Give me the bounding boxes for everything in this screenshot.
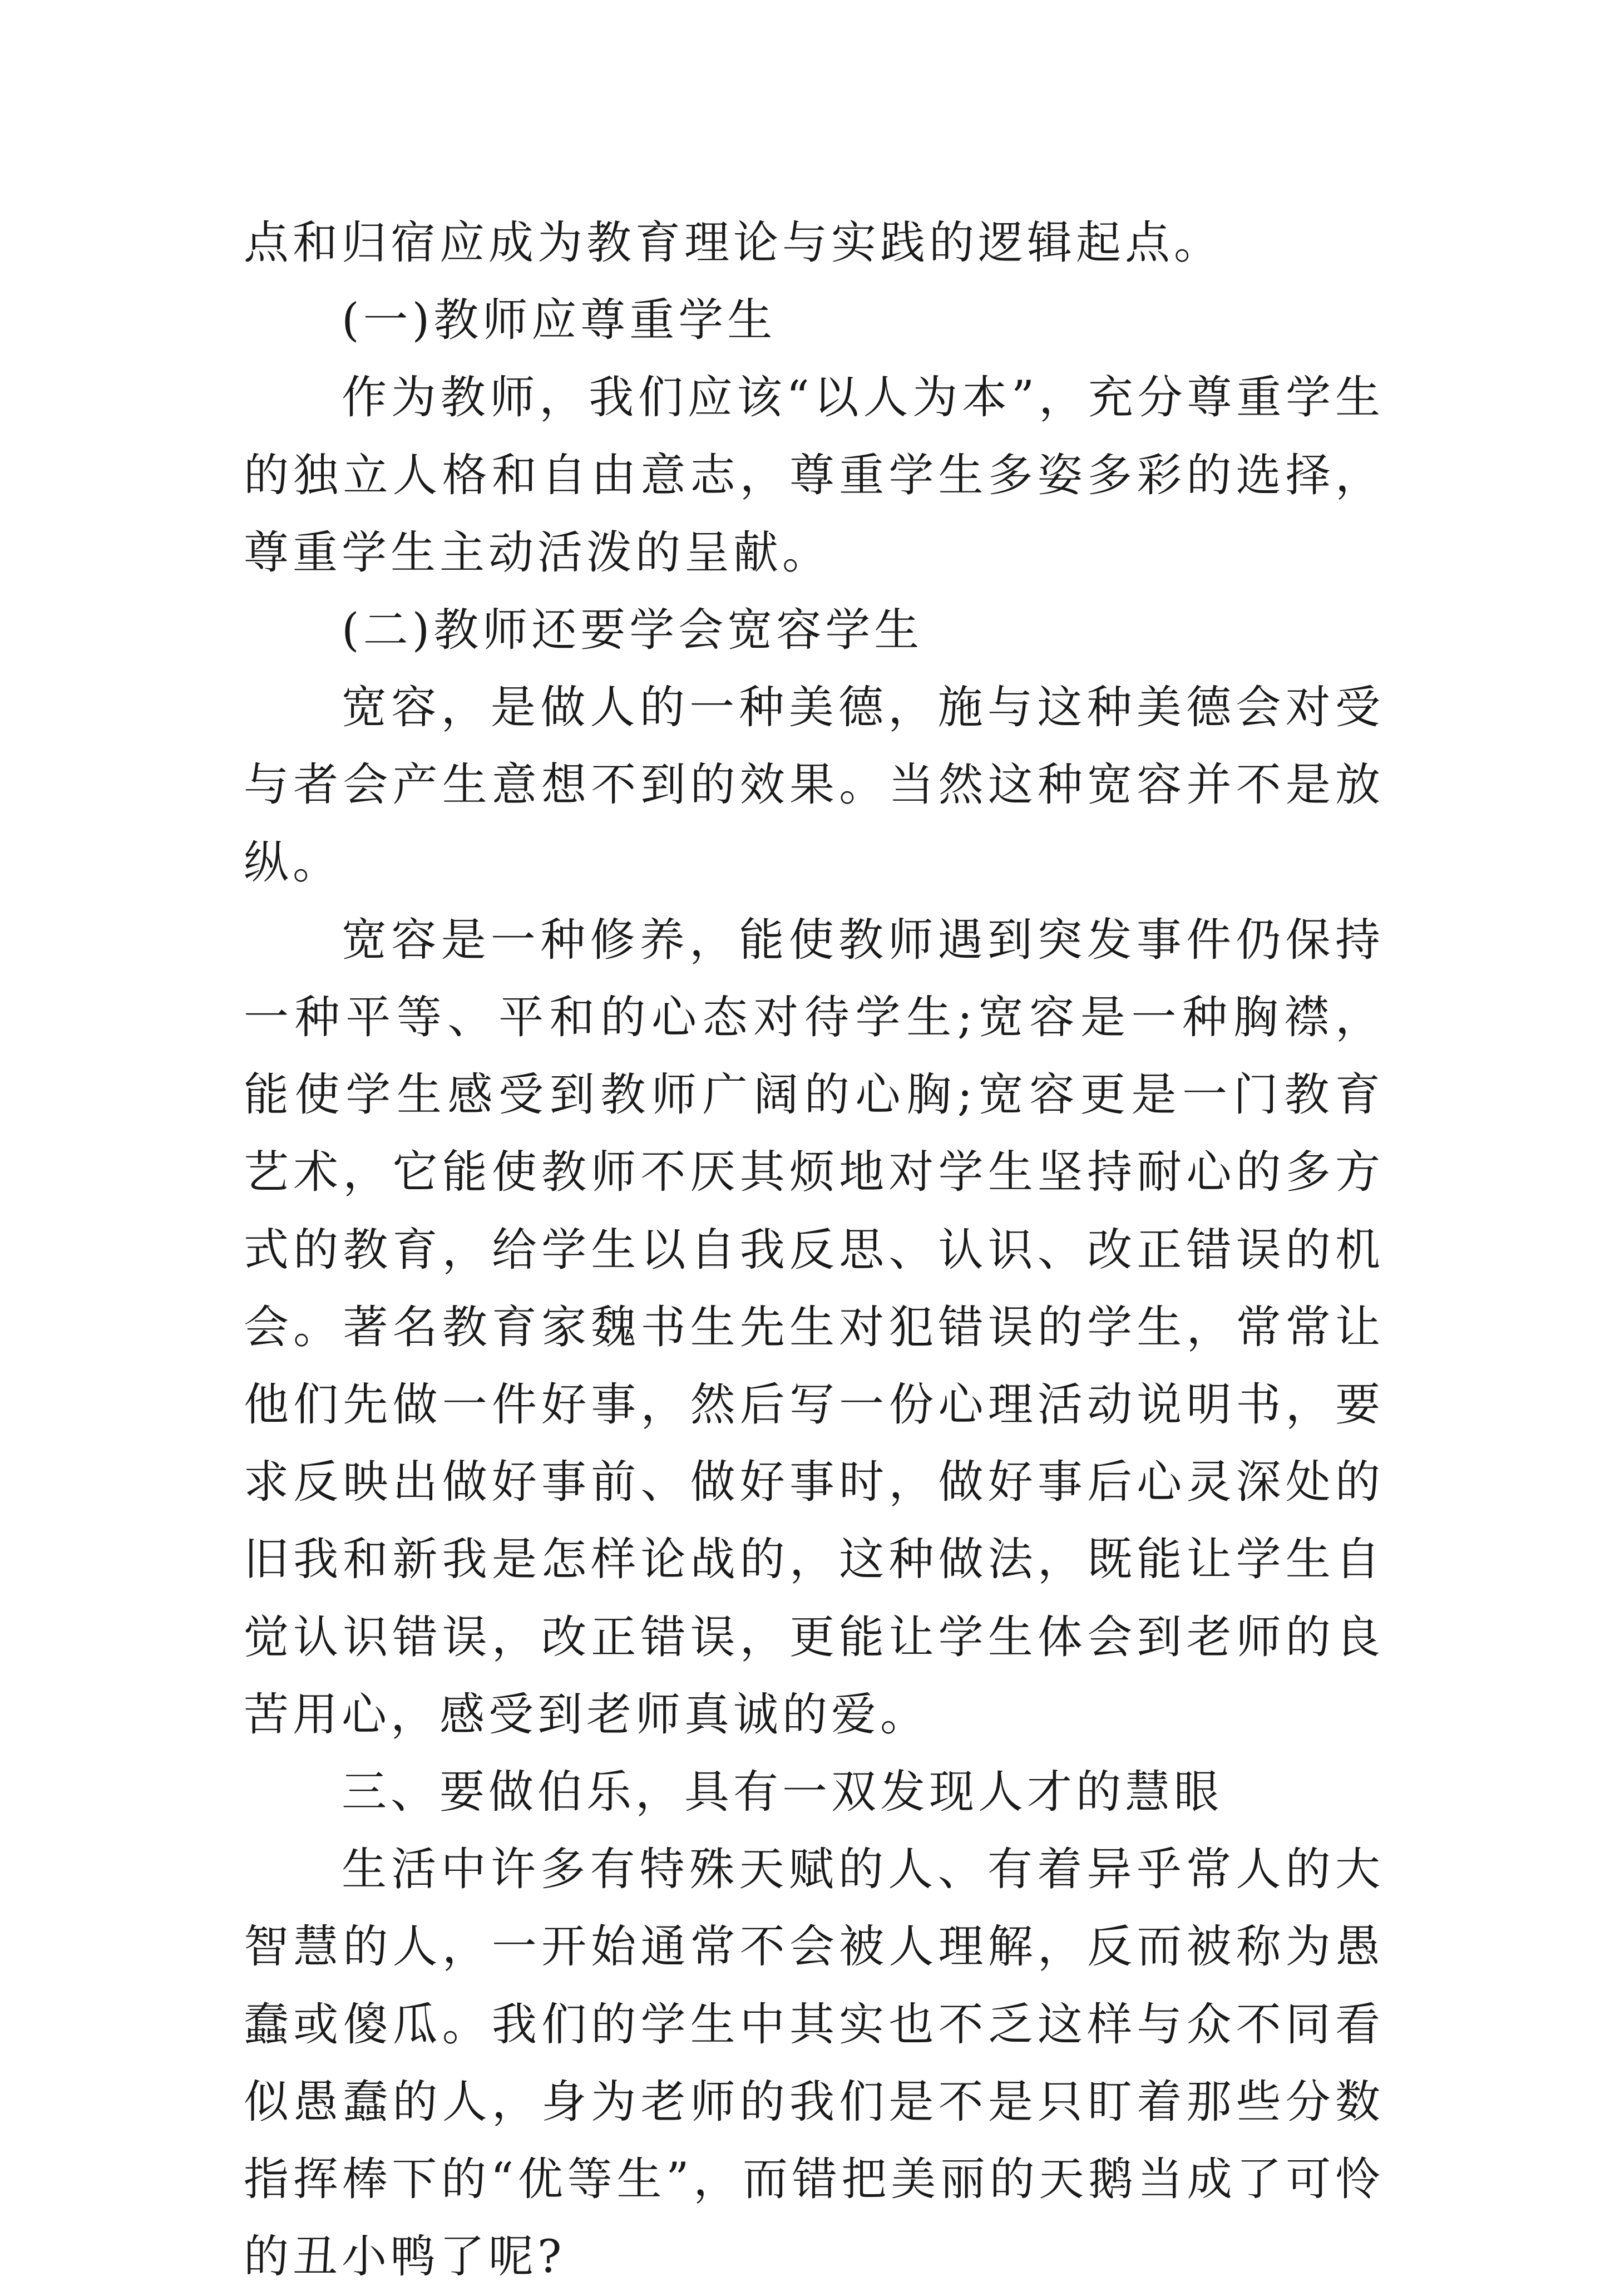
paragraph-tolerance-intro: 宽容，是做人的一种美德，施与这种美德会对受与者会产生意想不到的效果。当然这种宽容并不是放纵。	[244, 682, 1384, 889]
document-body	[244, 205, 1384, 2296]
paragraph-respect: 作为教师，我们应该“以人为本”，充分尊重学生的独立人格和自由意志，尊重学生多姿多彩的选择，尊重学生主动活泼的呈献。	[244, 372, 1384, 579]
paragraph-tolerance-detail: 宽容是一种修养，能使教师遇到突发事件仍保持一种平等、平和的心态对待学生;宽容是一种胸襟，能使学生感受到教师广阔的心胸;宽容更是一门教育艺术，它能使教师不厌其烦地对学生坚持耐心的多方式的教育，给学生以自我反思、认识、改正错误的机会。著名教育家魏书生先生对犯错误的学生，常常让他们先做一件好事，然后写一份心理活动说明书，要求反映出做好事前、做好事时，做好事后心灵深处的旧我和新我是怎样论战的，这种做法，既能让学生自觉认识错误，改正错误，更能让学生体会到老师的良苦用心，感受到老师真诚的爱。	[244, 914, 1384, 1741]
section-heading-bole: 三、要做伯乐，具有一双发现人才的慧眼	[342, 1766, 1223, 1819]
section-heading-tolerance: (二)教师还要学会宽容学生	[342, 604, 923, 657]
section-heading-respect: (一)教师应尊重学生	[342, 294, 777, 347]
paragraph-continuation: 点和归宿应成为教育理论与实践的逻辑起点。	[244, 217, 1223, 269]
paragraph-bole: 生活中许多有特殊天赋的人、有着异乎常人的大智慧的人，一开始通常不会被人理解，反而被称为愚蠢或傻瓜。我们的学生中其实也不乏这样与众不同看似愚蠢的人，身为老师的我们是不是只盯着那些分数指挥棒下的“优等生”，而错把美丽的天鹅当成了可怜的丑小鸭了呢?	[244, 1844, 1384, 2284]
